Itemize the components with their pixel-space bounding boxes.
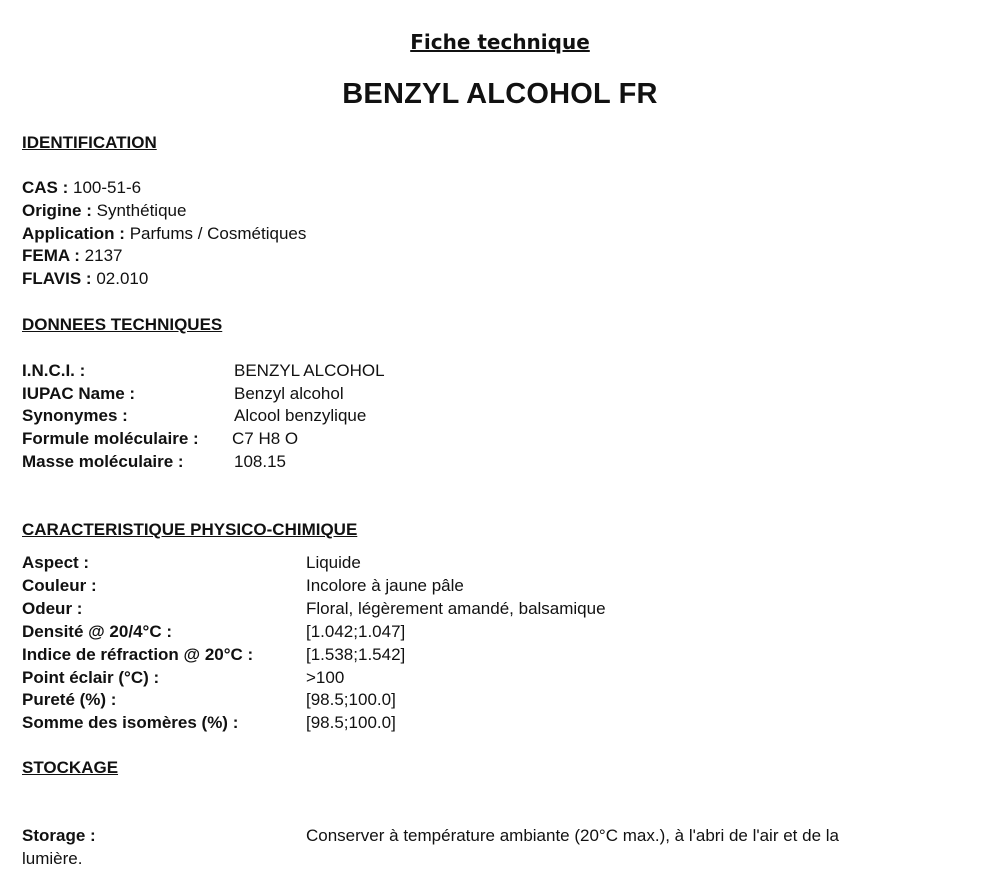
refraction-value: [1.538;1.542] [306,645,406,664]
refraction-label: Indice de réfraction @ 20°C : [22,645,254,664]
masse-value: 108.15 [234,452,286,471]
flavis-label: FLAVIS : [22,269,92,288]
purete-label: Pureté (%) : [22,690,117,709]
couleur-label: Couleur : [22,576,97,595]
identification-heading: IDENTIFICATION [22,133,157,152]
donnees-techniques-heading: DONNEES TECHNIQUES [22,315,223,334]
odeur-value: Floral, légèrement amandé, balsamique [306,599,606,618]
identification-row-cas [22,178,141,198]
storage-label: Storage : [22,826,96,845]
iupac-label: IUPAC Name : [22,384,136,403]
formule-value: C7 H8 O [232,429,299,448]
densite-value: [1.042;1.047] [306,622,406,641]
product-title: BENZYL ALCOHOL FR [342,78,658,110]
cas-value: 100-51-6 [73,178,142,197]
isomeres-label: Somme des isomères (%) : [22,713,239,732]
purete-value: [98.5;100.0] [306,690,396,709]
identification-row-flavis [22,269,148,289]
fema-value: 2137 [84,246,123,265]
synonymes-value: Alcool benzylique [234,406,367,425]
formule-label: Formule moléculaire : [22,429,199,448]
isomeres-value: [98.5;100.0] [306,713,396,732]
document-type: Fiche technique [410,30,590,54]
identification-row-origine [22,201,186,221]
flavis-value: 02.010 [96,269,149,288]
storage-value-continuation: lumière. [22,849,83,868]
point-eclair-value: >100 [306,668,345,687]
application-value: Parfums / Cosmétiques [129,224,307,243]
aspect-value: Liquide [306,553,361,572]
identification-row-fema [22,246,122,266]
inci-value: BENZYL ALCOHOL [234,361,385,380]
synonymes-label: Synonymes : [22,406,128,425]
masse-label: Masse moléculaire : [22,452,184,471]
aspect-label: Aspect : [22,553,90,572]
couleur-value: Incolore à jaune pâle [306,576,464,595]
cas-label: CAS : [22,178,69,197]
point-eclair-label: Point éclair (°C) : [22,668,160,687]
origine-value: Synthétique [96,201,187,220]
identification-row-application [22,224,306,244]
fema-label: FEMA : [22,246,80,265]
odeur-label: Odeur : [22,599,83,618]
stockage-heading: STOCKAGE [22,758,119,777]
physico-chimique-heading: CARACTERISTIQUE PHYSICO-CHIMIQUE [22,520,358,539]
application-label: Application : [22,224,125,243]
densite-label: Densité @ 20/4°C : [22,622,172,641]
inci-label: I.N.C.I. : [22,361,86,380]
iupac-value: Benzyl alcohol [234,384,344,403]
storage-value: Conserver à température ambiante (20°C max.), à l'abri de l'air et de la [306,826,839,845]
origine-label: Origine : [22,201,92,220]
